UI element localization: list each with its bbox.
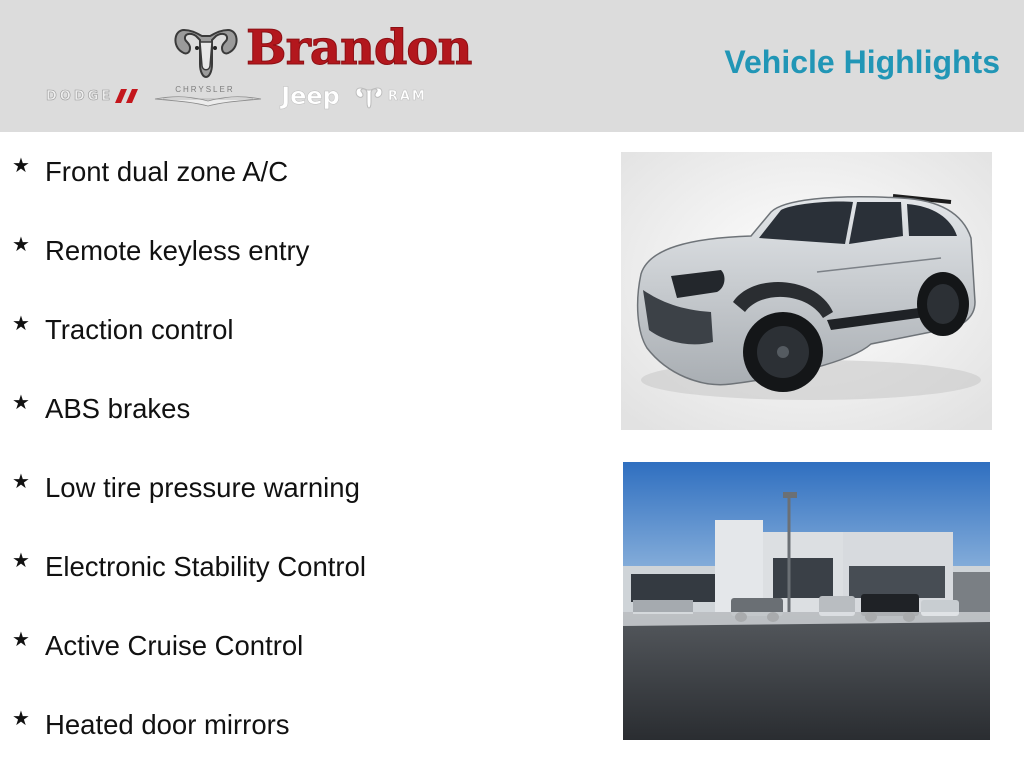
dodge-stripes-icon: [115, 89, 141, 103]
feature-item: [12, 624, 592, 703]
chrysler-logo: [153, 85, 263, 107]
ram-head-logo-icon: [170, 20, 242, 80]
ram-logo: RAM: [387, 88, 427, 104]
dealership-image: [623, 462, 990, 740]
star-icon: ★: [12, 629, 30, 651]
star-icon: ★: [12, 392, 30, 414]
page-header: [0, 0, 1024, 132]
star-icon: ★: [12, 234, 30, 256]
chrysler-wordmark: CHRYSLER: [175, 85, 235, 94]
star-icon: ★: [12, 313, 30, 335]
suv-image: [621, 152, 992, 430]
page-title: Vehicle Highlights: [724, 44, 1000, 80]
vehicle-photo: [621, 152, 992, 430]
star-icon: ★: [12, 550, 30, 572]
star-icon: ★: [12, 708, 30, 730]
feature-label: Remote keyless entry: [45, 235, 310, 266]
star-icon: ★: [12, 155, 30, 177]
feature-label: Electronic Stability Control: [45, 551, 366, 582]
feature-label: Heated door mirrors: [45, 709, 290, 740]
feature-label: Active Cruise Control: [45, 630, 304, 661]
feature-label: ABS brakes: [45, 393, 191, 424]
chrysler-wings-icon: [153, 85, 263, 107]
feature-item: [12, 545, 592, 624]
feature-item: [12, 308, 592, 387]
feature-label: Traction control: [45, 314, 234, 345]
dealer-name: Brandon: [246, 20, 472, 76]
jeep-logo: Jeep: [281, 82, 340, 110]
dealer-logo: [40, 18, 540, 118]
feature-label: Front dual zone A/C: [45, 156, 289, 187]
feature-list: [12, 150, 592, 782]
feature-item: [12, 387, 592, 466]
feature-item: [12, 150, 592, 229]
dodge-logo: DODGE: [46, 88, 114, 104]
brand-logos: [40, 84, 427, 108]
feature-item: [12, 703, 592, 782]
star-icon: ★: [12, 471, 30, 493]
dealership-photo: [623, 462, 990, 740]
feature-label: Low tire pressure warning: [45, 472, 360, 503]
ram-small-logo-icon: [354, 83, 384, 109]
feature-item: [12, 229, 592, 308]
feature-item: [12, 466, 592, 545]
